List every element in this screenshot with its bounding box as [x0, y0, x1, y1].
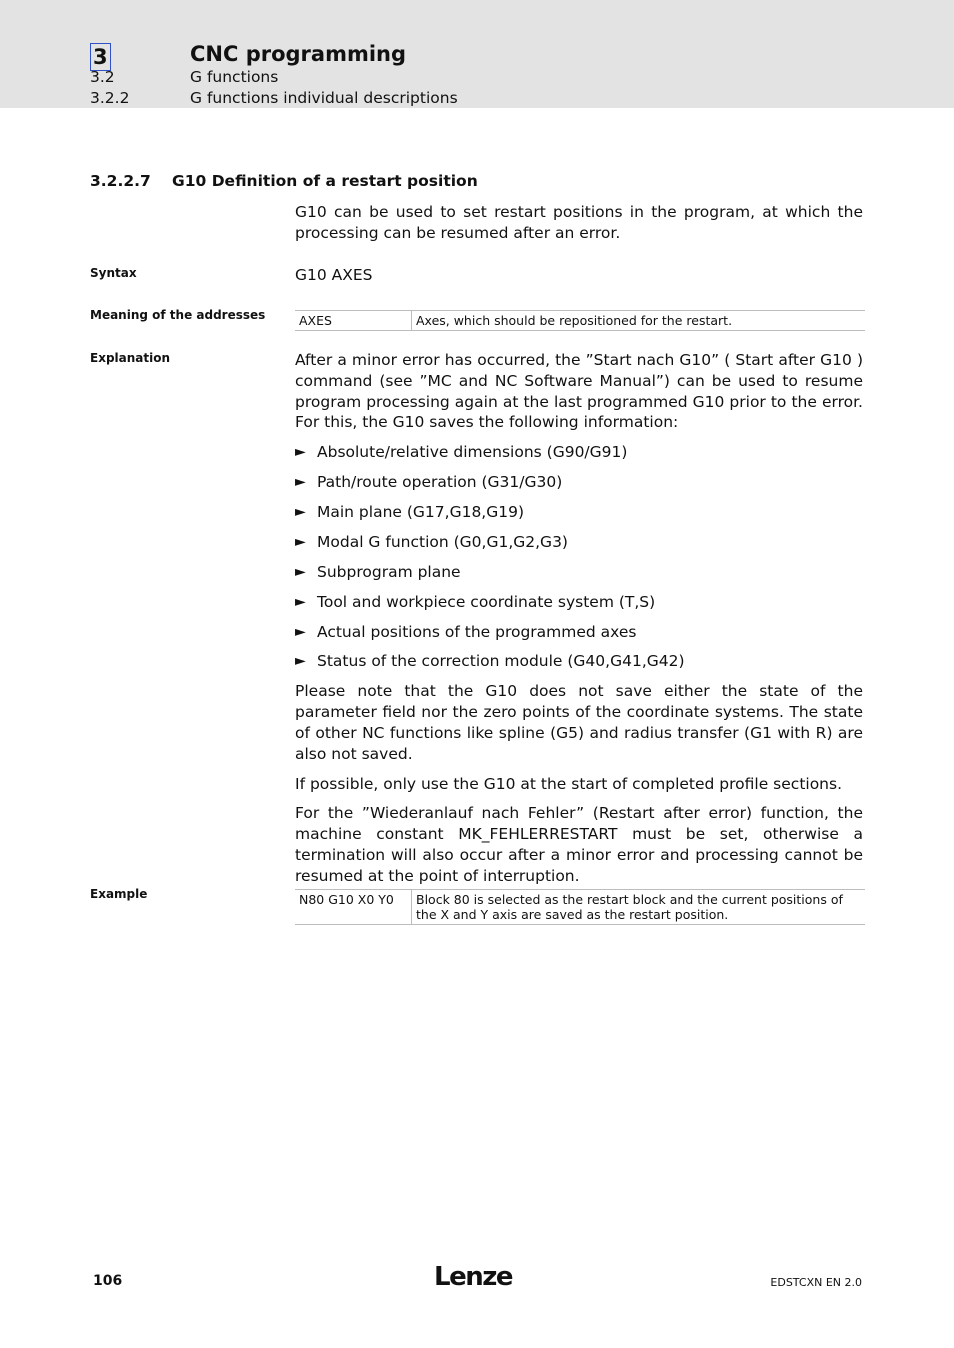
triangle-right-icon: ► — [295, 563, 306, 580]
explanation-block — [295, 350, 863, 886]
syntax-label: Syntax — [90, 266, 137, 280]
page-header — [0, 0, 954, 108]
list-item: ► Path/route operation (G31/G30) — [295, 473, 563, 492]
intro-block — [295, 202, 863, 244]
triangle-right-icon: ► — [295, 474, 306, 491]
syntax-block — [295, 265, 863, 286]
subsubsection-number: 3.2.2 — [90, 89, 130, 107]
document-id: EDSTCXN EN 2.0 — [770, 1276, 862, 1289]
list-item: ► Main plane (G17,G18,G19) — [295, 502, 525, 521]
address-cell: AXES — [295, 311, 412, 330]
triangle-right-icon: ► — [295, 593, 306, 610]
addresses-label: Meaning of the addresses — [90, 308, 266, 322]
explanation-label: Explanation — [90, 351, 171, 365]
lenze-logo: Lenze — [434, 1262, 512, 1292]
address-meaning-cell: Axes, which should be repositioned for the restart. — [416, 313, 733, 328]
explanation-paragraph-2: Please note that the G10 does not save either the state of the parameter field nor the zero points of the coordinate systems. The state of other NC functions like spline (G5) and radius transfer (G1 with R) are also not saved. — [295, 682, 863, 763]
triangle-right-icon: ► — [295, 533, 306, 550]
example-description-cell: Block 80 is selected as the restart block and the current positions of the X and Y axis are saved as the restart position. — [416, 892, 843, 922]
list-item: ► Tool and workpiece coordinate system (T,S) — [295, 592, 656, 611]
explanation-paragraph-4: For the ”Wiederanlauf nach Fehler” (Restart after error) function, the machine constant MK_FEHLERRESTART must be set, otherwise a termination will also occur after a minor error and processing cannot be resumed at the point of interruption. — [295, 804, 863, 885]
section-title: G10 Definition of a restart position — [172, 172, 478, 190]
explanation-paragraph-1: After a minor error has occurred, the ”Start nach G10” ( Start after G10 ) command (see ”MC and NC Software Manual”) can be used to resume program processing again at the last programmed G10 prior to the error. For this, the G10 saves the following information: — [295, 351, 863, 432]
subsection-number: 3.2 — [90, 68, 115, 86]
example-code-cell: N80 G10 X0 Y0 — [295, 890, 412, 924]
syntax-value: G10 AXES — [295, 266, 373, 284]
subsection-title: G functions — [190, 68, 279, 86]
example-label: Example — [90, 887, 148, 901]
chapter-title: CNC programming — [190, 42, 407, 66]
list-item: ► Modal G function (G0,G1,G2,G3) — [295, 532, 568, 551]
explanation-paragraph-3: If possible, only use the G10 at the start of completed profile sections. — [295, 774, 843, 793]
page-number: 106 — [93, 1273, 123, 1289]
example-table — [295, 889, 865, 925]
intro-paragraph: G10 can be used to set restart positions in the program, at which the processing can be resumed after an error. — [295, 203, 863, 242]
section-heading — [90, 172, 478, 190]
triangle-right-icon: ► — [295, 444, 306, 461]
list-item: ► Actual positions of the programmed axes — [295, 622, 637, 641]
triangle-right-icon: ► — [295, 623, 306, 640]
chapter-number[interactable]: 3 — [90, 43, 111, 71]
addresses-table — [295, 310, 865, 331]
list-item: ► Absolute/relative dimensions (G90/G91) — [295, 443, 628, 462]
saved-info-list — [295, 442, 863, 681]
subsubsection-title: G functions individual descriptions — [190, 89, 458, 107]
section-number: 3.2.2.7 — [90, 172, 151, 190]
triangle-right-icon: ► — [295, 653, 306, 670]
list-item: ► Subprogram plane — [295, 562, 461, 581]
list-item: ► Status of the correction module (G40,G41,G42) — [295, 652, 685, 671]
triangle-right-icon: ► — [295, 503, 306, 520]
